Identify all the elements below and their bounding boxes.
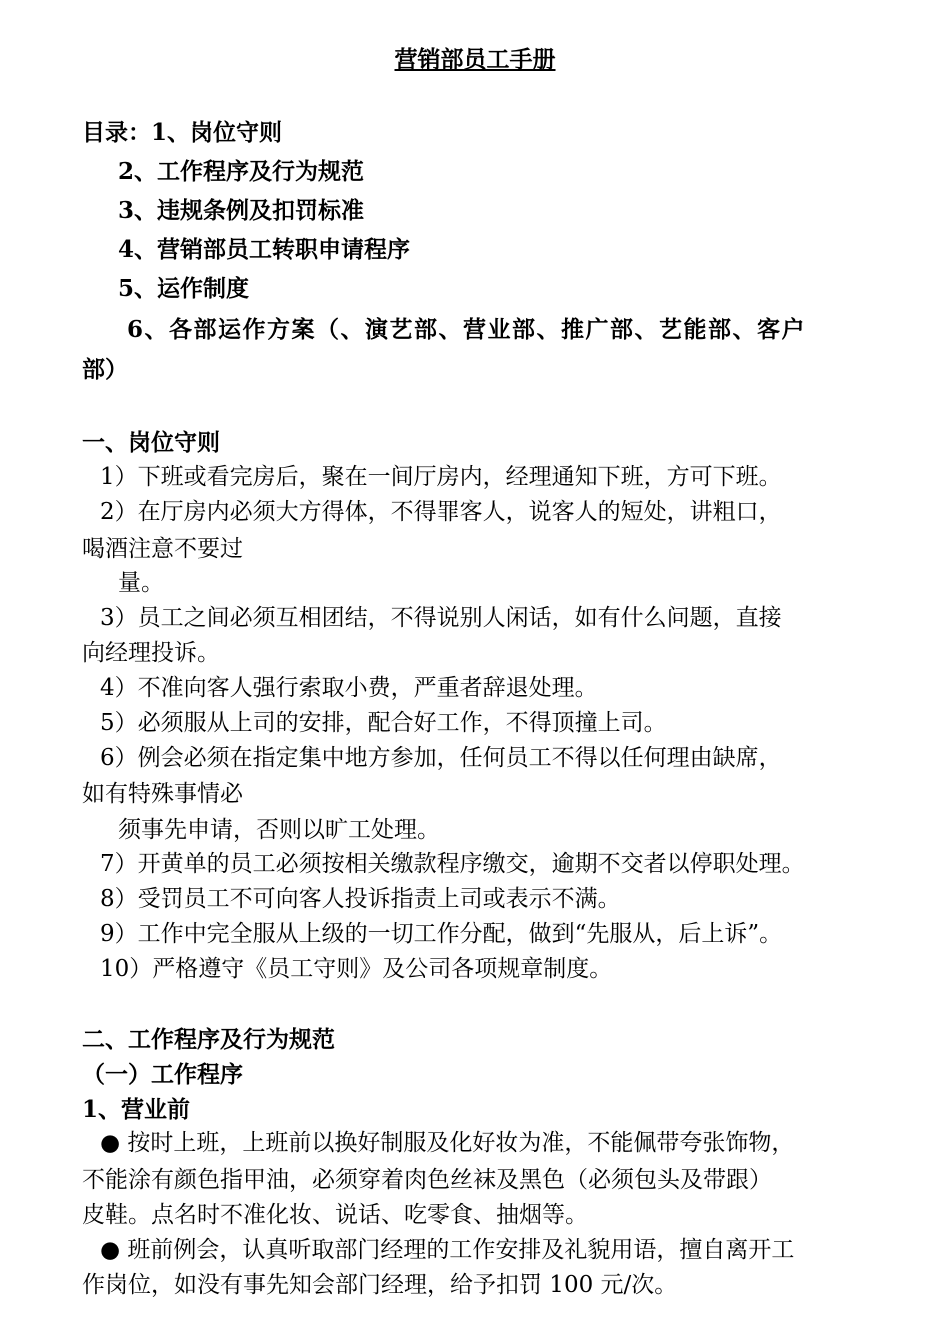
rule-line: 8）受罚员工不可向客人投诉指责上司或表示不满。	[100, 886, 621, 912]
toc-item: 1、岗位守则	[151, 119, 283, 146]
toc-line-1	[82, 118, 282, 148]
procedure-line: 皮鞋。点名时不准化妆、说话、吃零食、抽烟等。	[82, 1202, 588, 1228]
rule-line: 如有特殊事情必	[82, 781, 243, 807]
rule-line: 须事先申请，否则以旷工处理。	[118, 817, 440, 843]
procedure-line: ● 按时上班，上班前以换好制服及化好妆为准，不能佩带夸张饰物，	[100, 1130, 795, 1156]
toc-item-continued: 部）	[82, 356, 128, 383]
toc-item: 2、工作程序及行为规范	[118, 158, 365, 185]
rule-line: 9）工作中完全服从上级的一切工作分配，做到“先服从，后上诉”。	[100, 921, 783, 947]
toc-item: 6、各部运作方案（、演艺部、营业部、推广部、艺能部、客户	[127, 316, 807, 343]
procedure-line: 作岗位，如没有事先知会部门经理，给予扣罚 100 元/次。	[82, 1272, 678, 1298]
rule-line: 2）在厅房内必须大方得体，不得罪客人，说客人的短处，讲粗口，	[100, 499, 782, 525]
sub-heading: （一）工作程序	[82, 1061, 243, 1088]
document-title: 营销部员工手册	[394, 46, 556, 73]
toc-item: 5、运作制度	[118, 275, 250, 302]
rule-line: 7）开黄单的员工必须按相关缴款程序缴交，逾期不交者以停职处理。	[100, 851, 805, 877]
toc-item: 3、违规条例及扣罚标准	[118, 197, 365, 224]
rule-line: 3）员工之间必须互相团结，不得说别人闲话，如有什么问题，直接	[100, 605, 782, 631]
rule-line: 量。	[118, 570, 164, 596]
rule-line: 6）例会必须在指定集中地方参加，任何员工不得以任何理由缺席，	[100, 745, 782, 771]
rule-line: 5）必须服从上司的安排，配合好工作，不得顶撞上司。	[100, 710, 667, 736]
rule-line: 4）不准向客人强行索取小费，严重者辞退处理。	[100, 675, 598, 701]
toc-label: 目录：	[82, 119, 151, 146]
item-heading: 1、营业前	[82, 1096, 191, 1123]
rule-line: 喝酒注意不要过	[82, 536, 243, 562]
toc-item: 4、营销部员工转职申请程序	[118, 236, 411, 263]
section-heading: 一、岗位守则	[82, 429, 220, 456]
rule-line: 向经理投诉。	[82, 640, 220, 666]
section-heading: 二、工作程序及行为规范	[82, 1026, 335, 1053]
procedure-line: ● 班前例会，认真听取部门经理的工作安排及礼貌用语，擅自离开工	[100, 1237, 795, 1263]
procedure-line: 不能涂有颜色指甲油，必须穿着肉色丝袜及黑色（必须包头及带跟）	[82, 1167, 772, 1193]
rule-line: 1）下班或看完房后，聚在一间厅房内，经理通知下班，方可下班。	[100, 464, 782, 490]
rule-line: 10）严格遵守《员工守则》及公司各项规章制度。	[100, 956, 613, 982]
